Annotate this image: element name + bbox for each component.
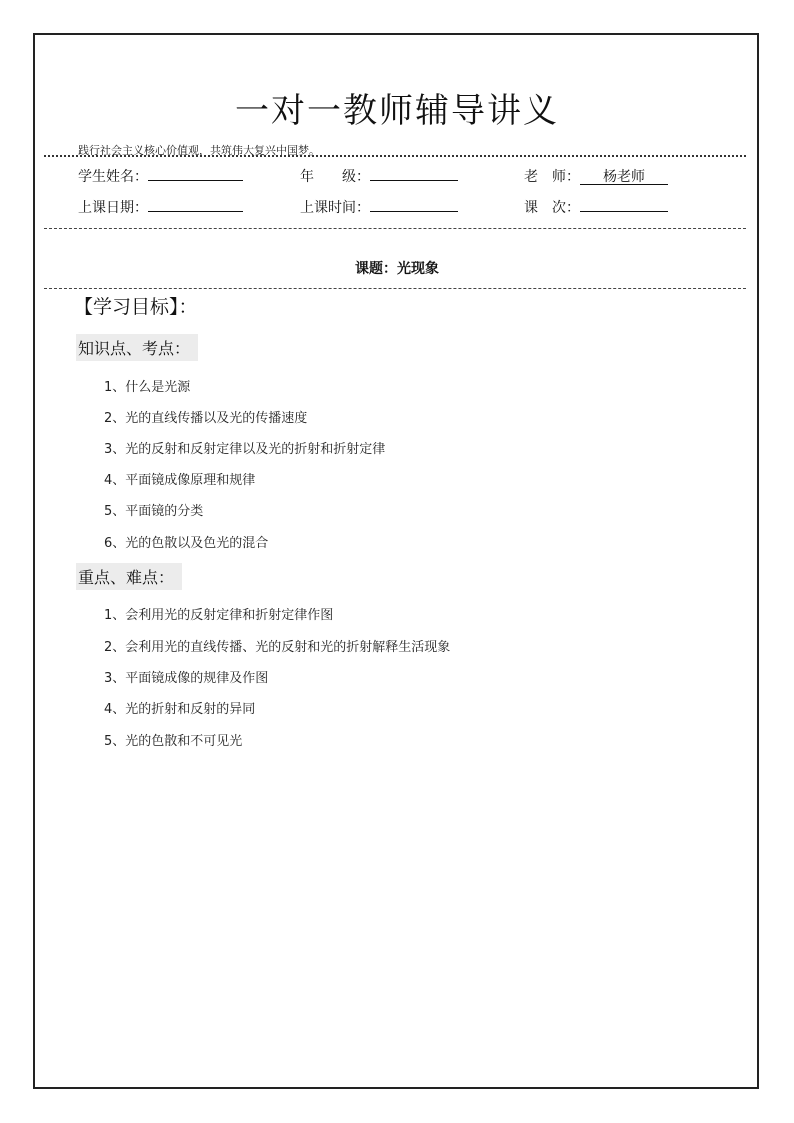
knowledge-section-label: 知识点、考点： xyxy=(76,334,198,361)
student-name-label: 学生姓名： xyxy=(78,169,148,185)
knowledge-item: 1、什么是光源 xyxy=(104,380,191,395)
session-label: 课 次： xyxy=(524,200,580,216)
session-value[interactable] xyxy=(580,197,668,212)
class-time-label: 上课时间： xyxy=(300,200,370,216)
grade-label: 年 级： xyxy=(300,169,370,185)
knowledge-item: 4、平面镜成像原理和规律 xyxy=(104,473,256,488)
class-date-label: 上课日期： xyxy=(78,200,148,216)
difficulty-item: 3、平面镜成像的规律及作图 xyxy=(104,671,269,686)
student-name-field xyxy=(78,166,243,186)
teacher-label: 老 师： xyxy=(524,169,580,185)
class-time-value[interactable] xyxy=(370,197,458,212)
lesson-topic-text: 课题：光现象 xyxy=(355,261,439,277)
slogan: 践行社会主义核心价值观，共筑伟大复兴中国梦。 xyxy=(78,144,320,157)
grade-field xyxy=(300,166,458,186)
student-name-value[interactable] xyxy=(148,166,243,181)
session-field xyxy=(524,197,668,217)
grade-value[interactable] xyxy=(370,166,458,181)
learning-goals-heading: 【学习目标】： xyxy=(74,296,198,318)
knowledge-item: 2、光的直线传播以及光的传播速度 xyxy=(104,411,308,426)
lesson-topic xyxy=(0,258,794,278)
knowledge-item: 6、光的色散以及色光的混合 xyxy=(104,536,269,551)
knowledge-item: 5、平面镜的分类 xyxy=(104,504,204,519)
teacher-value[interactable]: 杨老师 xyxy=(580,170,668,185)
difficulty-item: 5、光的色散和不可见光 xyxy=(104,734,243,749)
difficulty-item: 4、光的折射和反射的异同 xyxy=(104,702,256,717)
class-date-field xyxy=(78,197,243,217)
document-title: 一对一教师辅导讲义 xyxy=(235,91,559,131)
difficulty-item: 2、会利用光的直线传播、光的反射和光的折射解释生活现象 xyxy=(104,640,451,655)
knowledge-item: 3、光的反射和反射定律以及光的折射和折射定律 xyxy=(104,442,386,457)
dashed-divider-top xyxy=(44,228,746,229)
page-border xyxy=(33,33,759,1089)
dashed-divider-bottom xyxy=(44,288,746,289)
difficulty-section-label: 重点、难点： xyxy=(76,563,182,590)
class-date-value[interactable] xyxy=(148,197,243,212)
dotted-divider xyxy=(44,155,746,157)
difficulty-item: 1、会利用光的反射定律和折射定律作图 xyxy=(104,608,334,623)
teacher-field xyxy=(524,166,668,186)
class-time-field xyxy=(300,197,458,217)
